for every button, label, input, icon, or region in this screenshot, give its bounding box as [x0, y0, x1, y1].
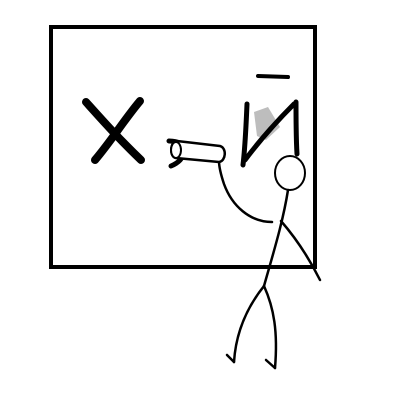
figure-head [275, 156, 305, 190]
